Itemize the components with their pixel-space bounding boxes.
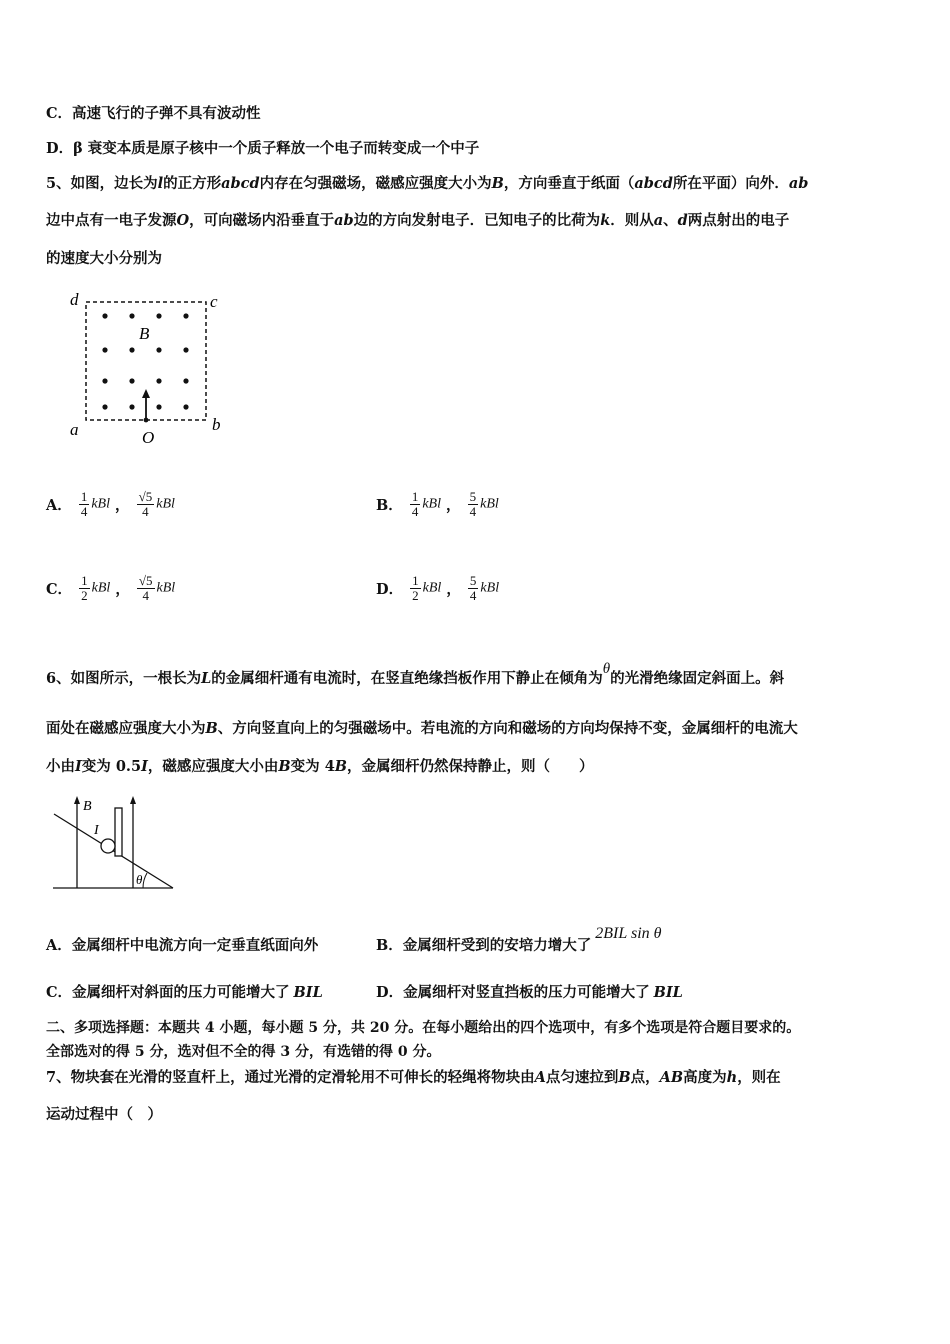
q5-option-a[interactable]: A． $\frac{1}{4}$ kBl ， $\frac{√5}{4}$ kBl [46,489,175,519]
q7-line-2: 运动过程中（ ） [46,1106,162,1123]
q6-line-3: 小由I变为 0.5I，磁感应强度大小由B变为 4B，金属细杆仍然保持静止，则（ ） [46,758,594,775]
q6-option-c[interactable]: C．金属细杆对斜面的压力可能增大了 BIL [46,984,323,1001]
q5-line-2: 边中点有一电子发源O，可向磁场内沿垂直于ab边的方向发射电子．已知电子的比荷为k．则从a、d两点射出的电子 [46,212,790,229]
q6-label-theta: θ [136,872,143,887]
q5-a-frac-2: $\frac{√5}{4}$ [138,489,153,519]
q5-label-c: c [210,292,218,311]
q5-option-c[interactable]: C． $\frac{1}{2}$ kBl ， $\frac{√5}{4}$ kBl [46,573,176,603]
q5-line-3: 的速度大小分别为 [46,250,162,267]
q6-label-I: I [94,823,99,838]
q5-arrow-head [142,389,150,398]
q6-incline-figure [48,790,178,895]
q5-option-b[interactable]: B． $\frac{1}{4}$ kBl ， $\frac{5}{4}$ kBl [376,489,499,519]
q6-option-b[interactable]: B．金属细杆受到的安培力增大了2BIL sin θ [376,925,662,954]
q5-d-frac-1: $\frac{1}{2}$ [412,573,419,603]
q7-line-1: 7、物块套在光滑的竖直杆上，通过光滑的定滑轮用不可伸长的轻绳将物块由A点匀速拉到B点，AB高度为h，则在 [46,1069,781,1086]
q6-field-arrow-right [130,796,136,804]
q6-label-B: B [83,799,92,814]
section2-heading-line-1: 二、多项选择题：本题共 4 小题，每小题 5 分，共 20 分。在每小题给出的四个选项中，有多个选项是符合题目要求的。 [46,1020,801,1036]
q5-label-b: b [212,415,221,434]
q5-source-point [144,418,149,423]
q6-line-2: 面处在磁感应强度大小为B、方向竖直向上的匀强磁场中。若电流的方向和磁场的方向均保持不变，金属细杆的电流大 [46,720,798,737]
q5-a-frac-1: $\frac{1}{4}$ [80,489,88,519]
prev-option-d: D．β 衰变本质是原子核中一个质子释放一个电子而转变成一个中子 [46,140,480,157]
section2-heading-line-2: 全部选对的得 5 分，选对但不全的得 3 分，有选错的得 0 分。 [46,1044,441,1060]
q5-label-a: a [70,420,79,439]
prev-option-c: C．高速飞行的子弹不具有波动性 [46,105,261,122]
q6-angle-arc [143,873,147,888]
q5-label-B: B [139,324,150,343]
q6-option-d[interactable]: D．金属细杆对竖直挡板的压力可能增大了 BIL [376,984,683,1001]
q6-field-arrow-left [74,796,80,804]
q5-line-1: 5、如图，边长为l的正方形abcd内存在匀强磁场，磁感应强度大小为B，方向垂直于纸面（abcd所在平面）向外．ab [46,175,809,192]
q5-magnetic-field-figure [60,285,240,450]
q5-label-O: O [142,428,155,447]
q5-label-d: d [70,290,79,309]
q5-d-frac-2: $\frac{5}{4}$ [469,573,477,603]
q5-c-frac-1: $\frac{1}{2}$ [81,573,88,603]
q6-vertical-baffle [115,808,122,856]
q5-b-frac-2: $\frac{5}{4}$ [469,489,477,519]
q5-b-frac-1: $\frac{1}{4}$ [411,489,419,519]
q6-line-1: 6、如图所示，一根长为L的金属细杆通有电流时，在竖直绝缘挡板作用下静止在倾角为θ的光滑绝缘固定斜面上。斜 [46,661,785,687]
q5-option-d[interactable]: D． $\frac{1}{2}$ kBl ， $\frac{5}{4}$ kBl [376,573,500,603]
q5-c-frac-2: $\frac{√5}{4}$ [138,573,153,603]
q6-option-a[interactable]: A．金属细杆中电流方向一定垂直纸面向外 [46,937,319,954]
q6-rod-cross-section [101,839,115,853]
